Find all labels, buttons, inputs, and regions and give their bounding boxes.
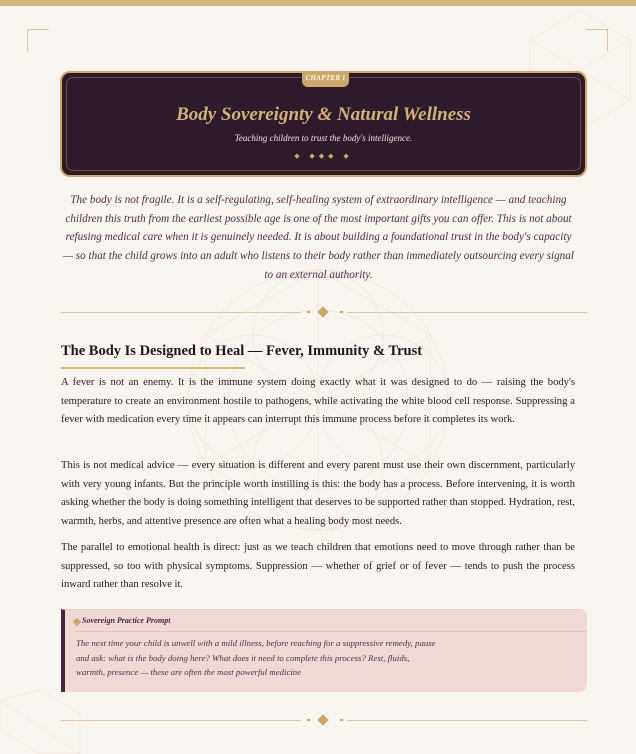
- section-divider: [61, 307, 587, 317]
- body-paragraph: A fever is not an enemy. It is the immune system doing exactly what it was designed to do — raising the body's temperature to create an environment hostile to pathogens, while activating the white blood cell response. Suppressing a fever with medication every time it appears can interrupt this immune process before it completes its work.: [61, 377, 575, 425]
- diamond-ornament-icon: ◆ ◆◆◆ ◆: [294, 152, 353, 160]
- diamond-icon: [73, 618, 81, 626]
- prompt-title: Sovereign Practice Prompt: [82, 616, 171, 625]
- section-heading: The Body Is Designed to Heal — Fever, Immunity & Trust: [61, 343, 423, 359]
- intro-paragraph: The body is not fragile. It is a self-regulating, self-healing system of extraordinary intelligence — and teaching children this truth from the earliest possible age is one of the most important gifts you can offer. This is not about refusing medical care when it is genuinely needed. It is about building a foundational trust in the body's capacity — so that the child grows into an adult who listens to their body rather than immediately outsourcing every signal to an external authority.: [63, 194, 574, 281]
- body-paragraph: The parallel to emotional health is direct: just as we teach children that emotions need to move through rather than be suppressed, so too with physical symptoms. Suppression — whether of grief or of fever — tends to push the process inward rather than resolve it.: [61, 542, 575, 590]
- corner-ornament-top-right: [586, 29, 608, 51]
- prompt-body: The next time your child is unwell with a mild illness, before reaching for a suppressive remedy, pause and ask: what is the body doing here? What does it need to complete this process? Rest, fluids, warmth, presence — these are often the most powerful medicine: [76, 638, 436, 677]
- diamond-icon: [317, 714, 328, 725]
- page-title: Body Sovereignty & Natural Wellness: [176, 104, 471, 125]
- chapter-label: CHAPTER I: [302, 71, 349, 87]
- diamond-icon: [317, 306, 328, 317]
- chapter-banner: [60, 71, 587, 177]
- section-underline: [61, 367, 245, 369]
- prompt-separator: [74, 631, 587, 632]
- body-paragraph: This is not medical advice — every situation is different and every parent must use their own discernment, particularly with very young infants. But the principle worth instilling is this: the body has a process. Before intervening, it is worth asking whether the body is doing something intelligent that deserves to be supported rather than stopped. Hydration, rest, warmth, herbs, and attentive presence are often what a healing body most needs.: [61, 460, 575, 527]
- page-subtitle: Teaching children to trust the body's intelligence.: [234, 133, 413, 143]
- top-accent-bar: [0, 0, 636, 6]
- practice-prompt-callout: [61, 609, 587, 692]
- corner-ornament-top-left: [27, 29, 49, 51]
- footer-divider: [61, 715, 587, 725]
